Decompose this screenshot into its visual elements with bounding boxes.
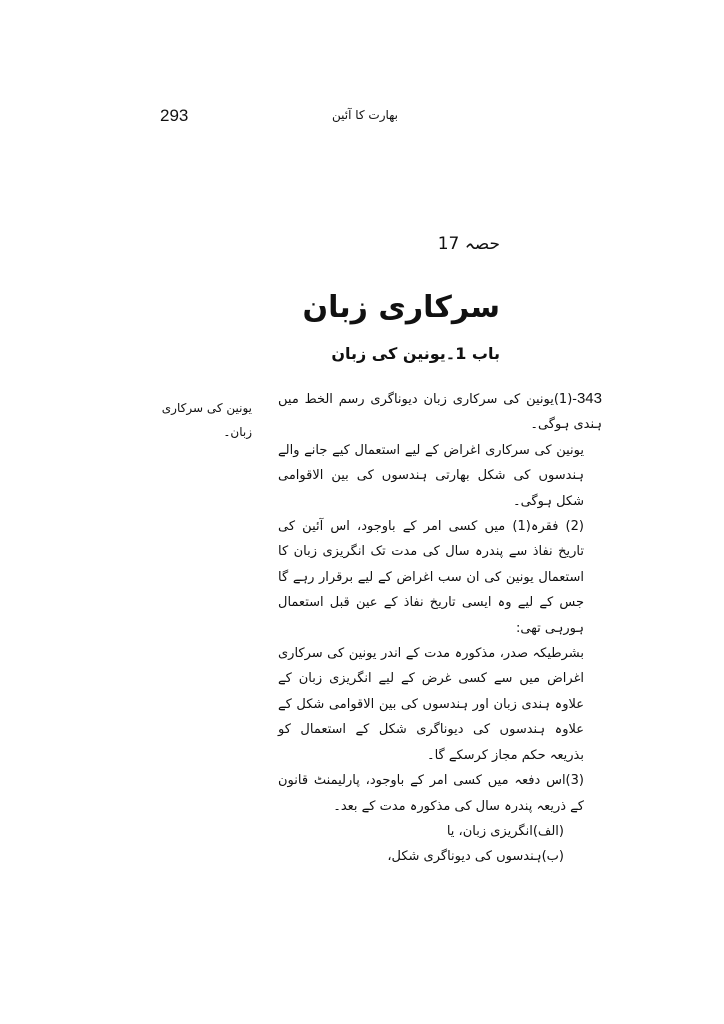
page-number: 293 bbox=[160, 106, 189, 125]
clause-1-second: یونین کی سرکاری اغراض کے لیے استعمال کیے جانے والے ہندسوں کی شکل بھارتی ہندسوں کی بین الاقوامی شکل ہوگی۔ bbox=[278, 442, 584, 509]
item-a: (الف)انگریزی زبان، یا bbox=[446, 823, 564, 839]
running-title: بھارت کا آئین bbox=[331, 108, 399, 122]
item-b: (ب)ہندسوں کی دیوناگری شکل، bbox=[387, 849, 564, 865]
part-label: حصہ 17 bbox=[437, 234, 500, 254]
chapter-title: باب 1۔یونین کی زبان bbox=[331, 344, 500, 363]
article-number: 343 bbox=[576, 390, 602, 407]
clause-3: (3)اس دفعہ میں کسی امر کے باوجود، پارلیمنٹ قانون کے ذریعہ پندرہ سال کی مذکورہ مدت کے بعد۔ bbox=[278, 773, 584, 814]
clause-1-first-text: -(1)یونین کی سرکاری زبان دیوناگری رسم الخط میں ہندی ہوگی۔ bbox=[278, 392, 602, 433]
article-body bbox=[278, 386, 602, 870]
clause-2: (2) فقرہ(1) میں کسی امر کے باوجود، اس آئین کی تاریخ نفاذ سے پندرہ سال کی مدت تک انگریزی زبان کا استعمال یونین کی ان سب اغراض کے لیے برقرار رہے گا جس کے لیے وہ ایسی تاریخ نفاذ کے عین قبل استعمال ہورہی تھی: bbox=[278, 519, 584, 636]
article-side-note: یونین کی سرکاری زبان۔ bbox=[161, 401, 252, 439]
proviso: بشرطیکہ صدر، مذکورہ مدت کے اندر یونین کی سرکاری اغراض میں سے کسی غرض کے لیے انگریزی زبان کے علاوہ ہندی زبان اور ہندسوں کی بین الاقوامی شکل کے علاوہ ہندسوں کی دیوناگری شکل کے استعمال کو بذریعہ حکم مجاز کرسکے گا۔ bbox=[278, 646, 584, 763]
part-title: سرکاری زبان bbox=[302, 290, 500, 325]
clause-1-first bbox=[278, 386, 602, 438]
